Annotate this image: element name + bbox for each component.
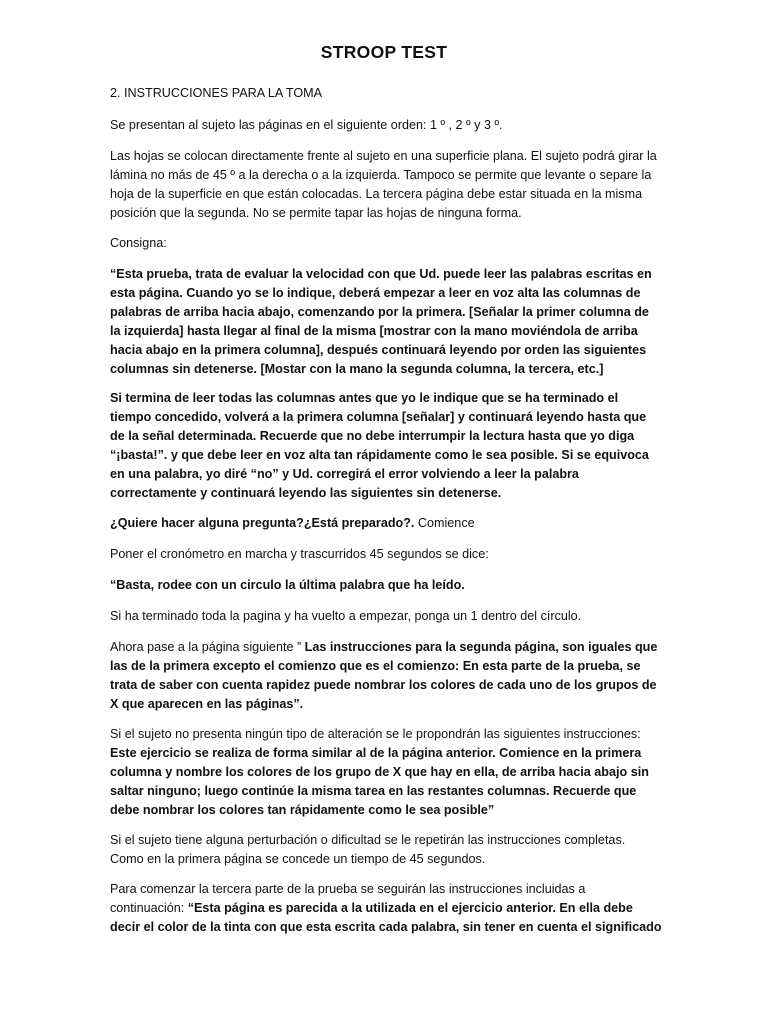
questions-bold-text: ¿Quiere hacer alguna pregunta?¿Está preparado?.: [110, 516, 415, 530]
paragraph-no-alteration: [110, 725, 662, 820]
paragraph-sheet-placement: Las hojas se colocan directamente frente al sujeto en una superficie plana. El sujeto podrá girar la lámina no más de 45 º a la derecha o a la izquierda. Tampoco se permite que levante o separe la hoja de la superficie en que están colocadas. La tercera página debe estar situada en la misma posición que la segunda. No se permite tapar las hojas de ninguna forma.: [110, 149, 657, 220]
paragraph-basta: “Basta, rodee con un circulo la última palabra que ha leído.: [110, 578, 465, 592]
paragraph-page-order: Se presentan al sujeto las páginas en el siguiente orden: 1 º , 2 º y 3 º.: [110, 118, 503, 132]
second-page-bold-text: Las instrucciones para la segunda página, son iguales que las de la primera excepto el comienzo que es el comienzo: En esta parte de la prueba, se trata de saber con cuenta rapidez puede nombrar los colores de cada uno de los grupos de X que aparecen en las páginas”.: [110, 640, 658, 711]
paragraph-timer: Poner el cronómetro en marcha y trascurridos 45 segundos se dice:: [110, 547, 489, 561]
document-title: STROOP TEST: [320, 42, 448, 62]
third-part-normal-text: Para comenzar la tercera parte de la prueba se seguirán las instrucciones incluidas a continuación:: [110, 882, 586, 915]
paragraph-questions: [110, 514, 662, 533]
paragraph-second-page: [110, 638, 662, 714]
second-page-normal-text: Ahora pase a la página siguiente ”: [110, 640, 305, 654]
paragraph-perturbation: Si el sujeto tiene alguna perturbación o dificultad se le repetirán las instrucciones completas. Como en la primera página se concede un tiempo de 45 segundos.: [110, 833, 626, 866]
paragraph-finished-page: Si ha terminado toda la pagina y ha vuelto a empezar, ponga un 1 dentro del círculo.: [110, 609, 582, 623]
questions-rest-text: Comience: [414, 516, 475, 530]
paragraph-consigna-label: Consigna:: [110, 236, 167, 250]
section-heading: 2. INSTRUCCIONES PARA LA TOMA: [110, 86, 323, 100]
no-alteration-bold-text: Este ejercicio se realiza de forma similar al de la página anterior. Comience en la primera columna y nombre los colores de los grupo de X que hay en ella, de arriba hacia abajo sin saltar ninguno; luego continúe la misma tarea en las restantes columnas. Recuerde que debe nombrar los colores tan rápidamente como le sea posible”: [110, 746, 649, 817]
no-alteration-normal-text: Si el sujeto no presenta ningún tipo de alteración se le propondrán las siguientes instrucciones:: [110, 727, 641, 741]
paragraph-instructions-continue: Si termina de leer todas las columnas antes que yo le indique que se ha terminado el tiempo concedido, volverá a la primera columna [señalar] y continuará leyendo hasta que de la señal determinada. Recuerde que no debe interrumpir la lectura hasta que yo diga “¡basta!”. y que debe leer en voz alta tan rápidamente como le sea posible. Si se equivoca en una palabra, yo diré “no” y Ud. corregirá el error volviendo a leer la palabra correctamente y continuará leyendo las siguientes sin detenerse.: [110, 391, 649, 500]
paragraph-instructions-page1: “Esta prueba, trata de evaluar la velocidad con que Ud. puede leer las palabras escritas en esta página. Cuando yo se lo indique, deberá empezar a leer en voz alta las columnas de palabras de arriba hacia abajo, comenzando por la primera. [Señalar la primer columna de la izquierda] hasta llegar al final de la misma [mostrar con la mano moviéndola de arriba hacia abajo en la primera columna], después continuará leyendo por orden las siguientes columnas sin detenerse. [Mostar con la mano la segunda columna, la tercera, etc.]: [110, 267, 652, 376]
paragraph-third-part: [110, 880, 662, 937]
third-part-bold-text: “Esta página es parecida a la utilizada en el ejercicio anterior. En ella debe decir el color de la tinta con que esta escrita cada palabra, sin tener en cuenta el significado: [110, 901, 662, 934]
